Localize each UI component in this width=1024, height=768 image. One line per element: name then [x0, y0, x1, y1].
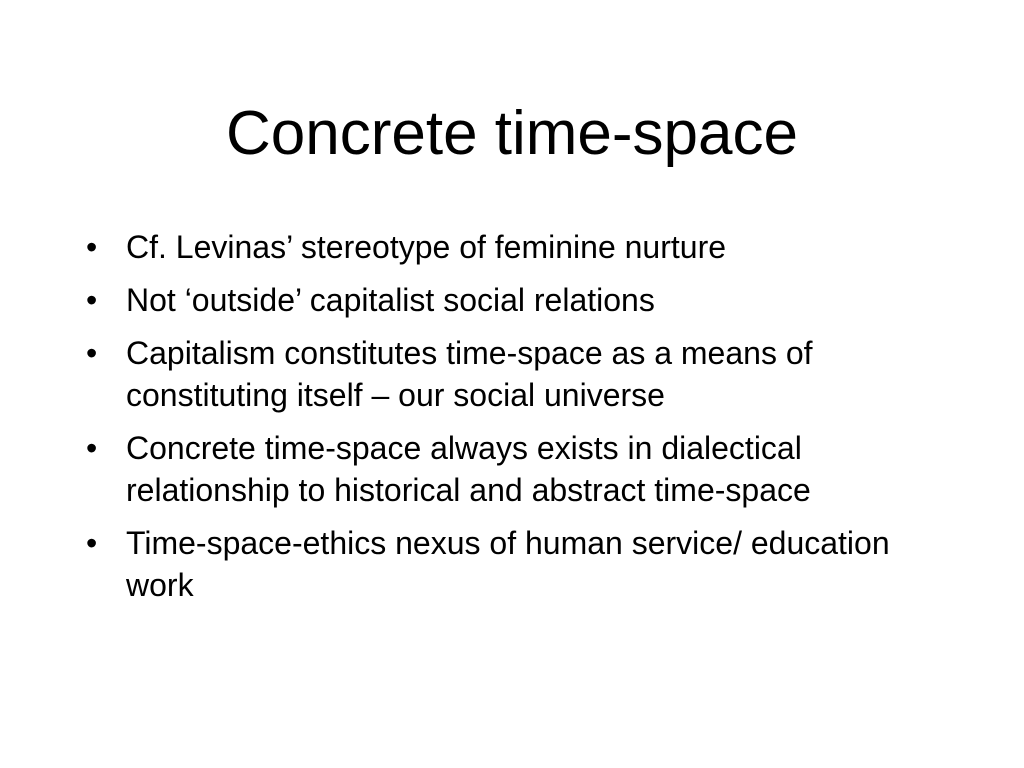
bullet-item [86, 427, 966, 511]
bullet-text: Not ‘outside’ capitalist social relations [126, 282, 655, 318]
bullet-icon: • [86, 229, 98, 265]
bullet-text: Concrete time-space always exists in dialectical relationship to historical and abstract time-space [126, 430, 811, 508]
bullet-icon: • [86, 525, 98, 561]
bullet-text: Cf. Levinas’ stereotype of feminine nurture [126, 229, 727, 265]
bullet-list [86, 226, 966, 617]
bullet-item [86, 522, 966, 606]
bullet-icon: • [86, 430, 98, 466]
bullet-icon: • [86, 282, 98, 318]
bullet-item [86, 332, 966, 416]
bullet-item [86, 279, 966, 321]
bullet-icon: • [86, 335, 98, 371]
bullet-text: Time-space-ethics nexus of human service/ education work [126, 525, 890, 603]
slide-title: Concrete time-space [225, 99, 799, 168]
bullet-item [86, 226, 966, 268]
bullet-text: Capitalism constitutes time-space as a means of constituting itself – our social universe [126, 335, 813, 413]
